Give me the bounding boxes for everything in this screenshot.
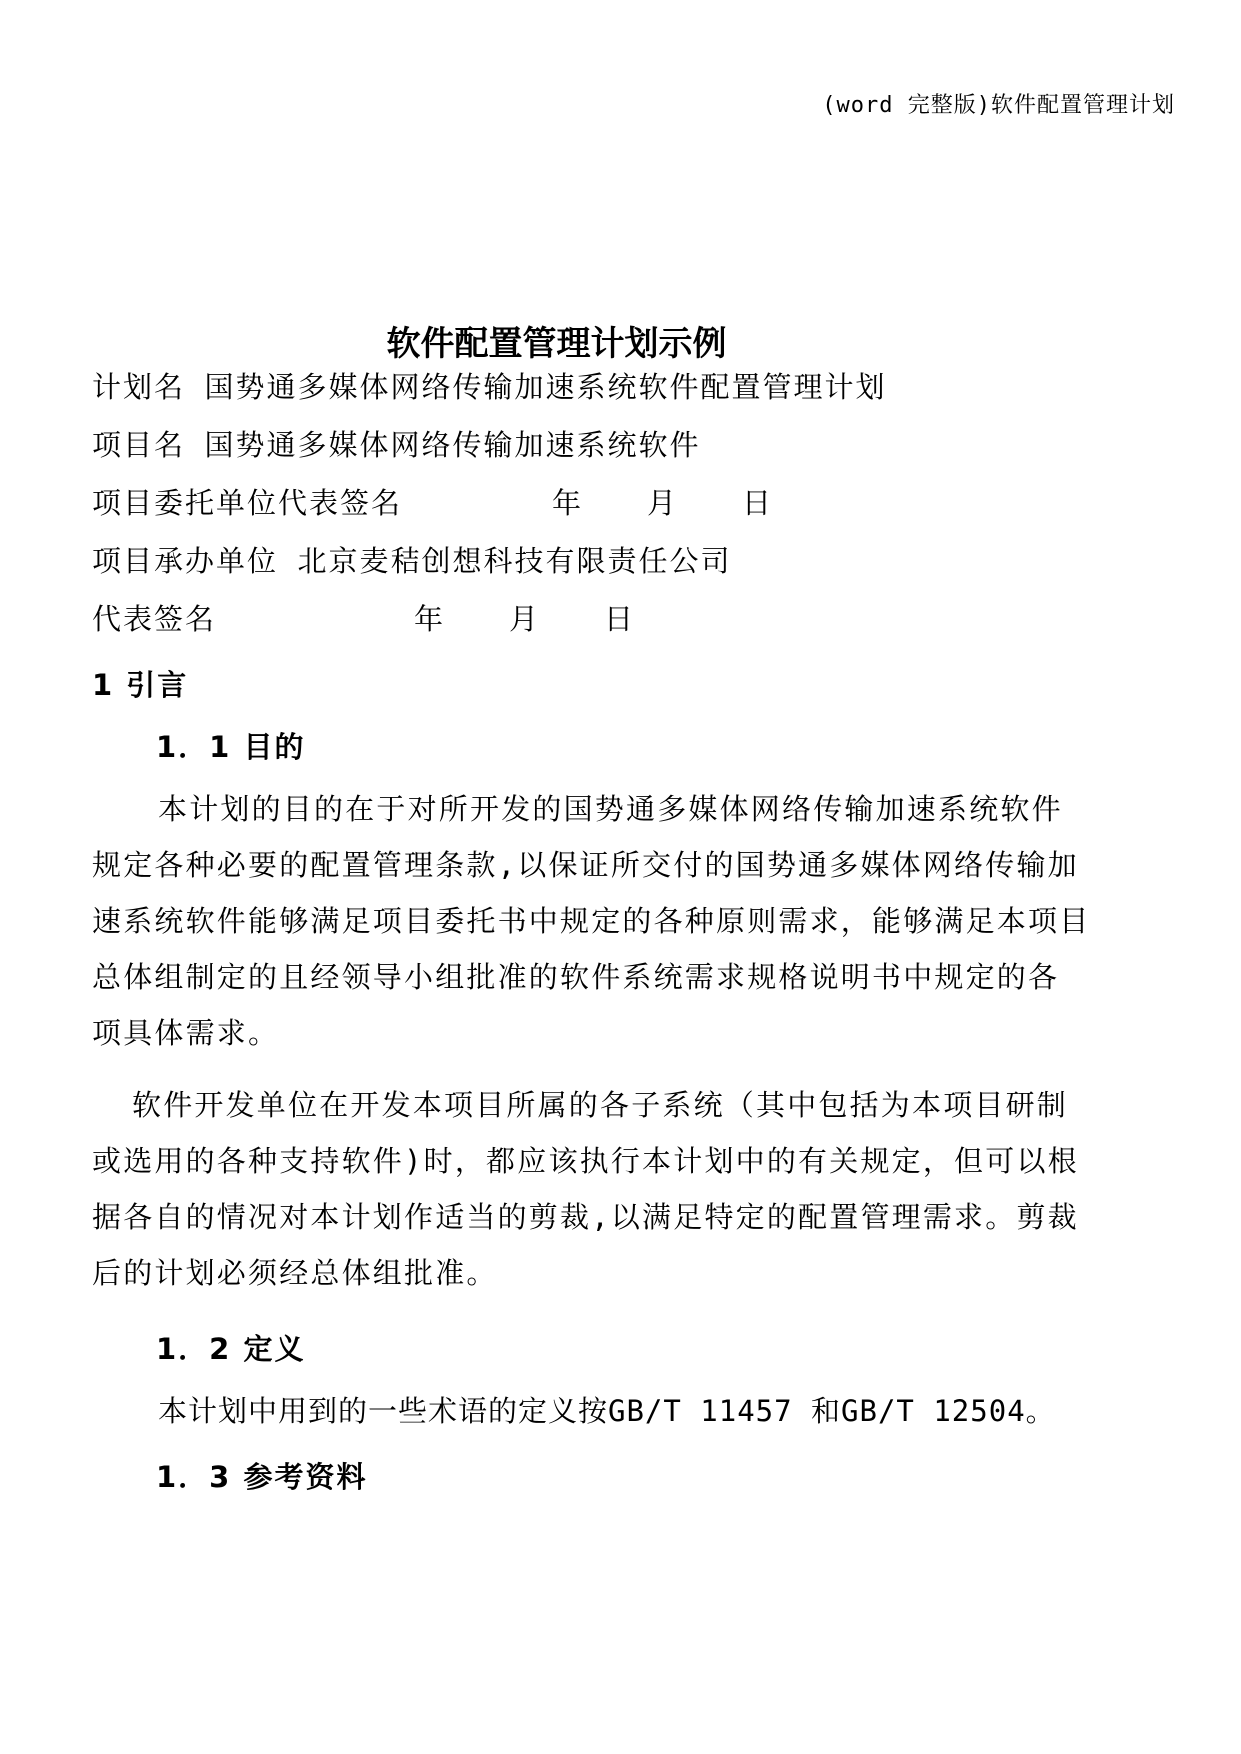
section-1-heading: 1 引言 [92,668,189,702]
purpose-para1-line5: 项具体需求。 [92,1016,280,1050]
purpose-para2-line3: 据各自的情况对本计划作适当的剪裁,以满足特定的配置管理需求。剪裁 [92,1200,1079,1234]
client-sign-year: 年 [552,486,584,520]
rep-sign-row [92,600,635,638]
rep-sign-label: 代表签名 [92,602,217,636]
plan-name-row [92,368,887,406]
section-1-1-heading: 1．1 目的 [156,730,306,764]
contractor-row [92,542,732,580]
purpose-para2-line2: 或选用的各种支持软件)时，都应该执行本计划中的有关规定，但可以根 [92,1144,1079,1178]
plan-name-value: 国势通多媒体网络传输加速系统软件配置管理计划 [204,370,887,404]
project-name-row [92,426,701,464]
client-sign-label: 项目委托单位代表签名 [92,486,403,520]
section-1-3-heading: 1．3 参考资料 [156,1460,368,1494]
purpose-para1-line1: 本计划的目的在于对所开发的国势通多媒体网络传输加速系统软件 [158,792,1063,826]
purpose-para1-line4: 总体组制定的且经领导小组批准的软件系统需求规格说明书中规定的各 [92,960,1060,994]
contractor-label: 项目承办单位 [92,544,279,578]
contractor-value: 北京麦秸创想科技有限责任公司 [297,544,732,578]
purpose-para1-line3: 速系统软件能够满足项目委托书中规定的各种原则需求，能够满足本项目 [92,904,1091,938]
purpose-para1-line2: 规定各种必要的配置管理条款,以保证所交付的国势通多媒体网络传输加 [92,848,1079,882]
purpose-para2-line4: 后的计划必须经总体组批准。 [92,1256,498,1290]
project-name-value: 国势通多媒体网络传输加速系统软件 [204,428,701,462]
client-sign-day: 日 [742,486,774,520]
running-header: (word 完整版)软件配置管理计划 [822,93,1175,118]
purpose-para2-line1: 软件开发单位在开发本项目所属的各子系统（其中包括为本项目研制 [132,1088,1069,1122]
client-sign-row [92,484,773,522]
definitions-para: 本计划中用到的一些术语的定义按GB/T 11457 和GB/T 12504。 [158,1394,1056,1428]
rep-sign-day: 日 [604,602,636,636]
document-title: 软件配置管理计划示例 [386,324,727,364]
rep-sign-year: 年 [414,602,446,636]
client-sign-month: 月 [647,486,679,520]
rep-sign-month: 月 [509,602,541,636]
section-1-2-heading: 1．2 定义 [156,1332,306,1366]
project-name-label: 项目名 [92,428,186,462]
plan-name-label: 计划名 [92,370,186,404]
